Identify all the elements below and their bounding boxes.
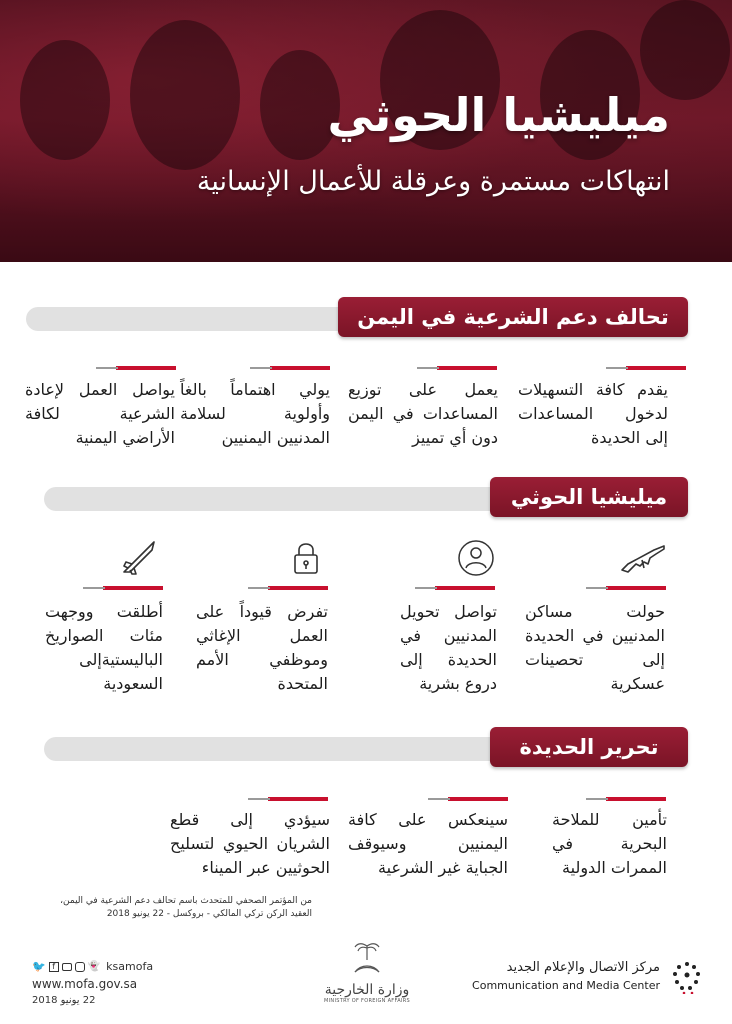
social-row [32, 960, 182, 973]
page-title: ميليشيا الحوثي [327, 88, 670, 142]
padlock-icon [286, 538, 326, 578]
ministry-name-ar: وزارة الخارجية [324, 982, 410, 998]
section-title-hodeidah: تحرير الحديدة [490, 727, 688, 767]
divider [83, 587, 105, 589]
coalition-item: يواصل العمل لإعادة الشرعية لكافة الأراضي اليمنية [25, 380, 175, 447]
accent-rule [103, 586, 163, 590]
media-center [430, 960, 660, 992]
divider [250, 367, 272, 369]
houthi-item: تواصل تحويل المدنيين في الحديدة إلى دروع بشرية [400, 602, 497, 693]
section-title-coalition: تحالف دعم الشرعية في اليمن [338, 297, 688, 337]
center-name-ar: مركز الاتصال والإعلام الجديد [506, 960, 660, 975]
accent-rule [606, 797, 666, 801]
accent-rule [437, 366, 497, 370]
source-line-1: من المؤتمر الصحفي للمتحدث باسم تحالف دعم الشرعية في اليمن، [60, 896, 312, 906]
section-title-houthi: ميليشيا الحوثي [490, 477, 688, 517]
rifle-icon [620, 540, 666, 580]
palm-swords-emblem [347, 938, 387, 978]
coalition-item: يقدم كافة التسهيلات لدخول المساعدات إلى الحديدة [518, 380, 668, 447]
accent-rule [448, 797, 508, 801]
page-subtitle: انتهاكات مستمرة وعرقلة للأعمال الإنسانية [196, 166, 670, 197]
divider [606, 367, 628, 369]
hero-banner [0, 0, 732, 262]
social-handle[interactable]: ksamofa [106, 960, 154, 973]
divider [417, 367, 439, 369]
snapchat-icon[interactable]: 👻 [87, 961, 101, 972]
camera-icon[interactable] [75, 962, 85, 972]
divider [586, 798, 608, 800]
accent-rule [435, 586, 495, 590]
divider [96, 367, 118, 369]
youtube-icon[interactable] [62, 963, 72, 971]
section-bar [44, 487, 504, 511]
facebook-icon[interactable]: f [49, 962, 59, 972]
missile-icon [118, 538, 158, 578]
source-note [22, 895, 312, 921]
person-shield-icon [456, 538, 496, 578]
accent-rule [606, 586, 666, 590]
accent-rule [270, 366, 330, 370]
coalition-item: يعمل على توزيع المساعدات في اليمن دون أي تمييز [348, 380, 498, 447]
footer-contacts [32, 960, 182, 1006]
divider [248, 798, 270, 800]
houthi-item: حولت مساكن المدنيين في الحديدة إلى تحصينات عسكرية [525, 602, 665, 693]
houthi-item: تفرض قيوداً على العمل الإغاثي وموظفي الأمم المتحدة [196, 602, 328, 693]
media-center-logo-icon [672, 960, 702, 994]
section-bar [44, 737, 504, 761]
divider [248, 587, 270, 589]
houthi-item: أطلقت ووجهت مئات الصواريخ الباليستيةإلى السعودية [45, 602, 163, 693]
divider [415, 587, 437, 589]
coalition-item: يولي اهتماماً بالغاً وأولوية لسلامة المدنيين اليمنيين [180, 380, 330, 447]
accent-rule [268, 797, 328, 801]
ministry-logo [322, 938, 412, 1018]
hodeidah-item: سينعكس على كافة اليمنيين وسيوقف الجباية غير الشرعية [348, 810, 508, 877]
divider [586, 587, 608, 589]
source-line-2: العقيد الركن تركي المالكي - بروكسل - 22 يونيو 2018 [106, 909, 312, 919]
accent-rule [116, 366, 176, 370]
divider [428, 798, 450, 800]
accent-rule [268, 586, 328, 590]
twitter-icon[interactable]: 🐦 [32, 960, 46, 973]
hodeidah-item: تأمين للملاحة البحرية في الممرات الدولية [552, 810, 667, 877]
footer-date: 22 يونيو 2018 [32, 995, 96, 1006]
website-link[interactable]: www.mofa.gov.sa [32, 977, 138, 991]
hodeidah-item: سيؤدي إلى قطع الشريان الحيوي لتسليح الحوثيين عبر الميناء [170, 810, 330, 877]
center-name-en: Communication and Media Center [472, 979, 660, 992]
ministry-name-en: MINISTRY OF FOREIGN AFFAIRS [324, 998, 410, 1004]
accent-rule [626, 366, 686, 370]
